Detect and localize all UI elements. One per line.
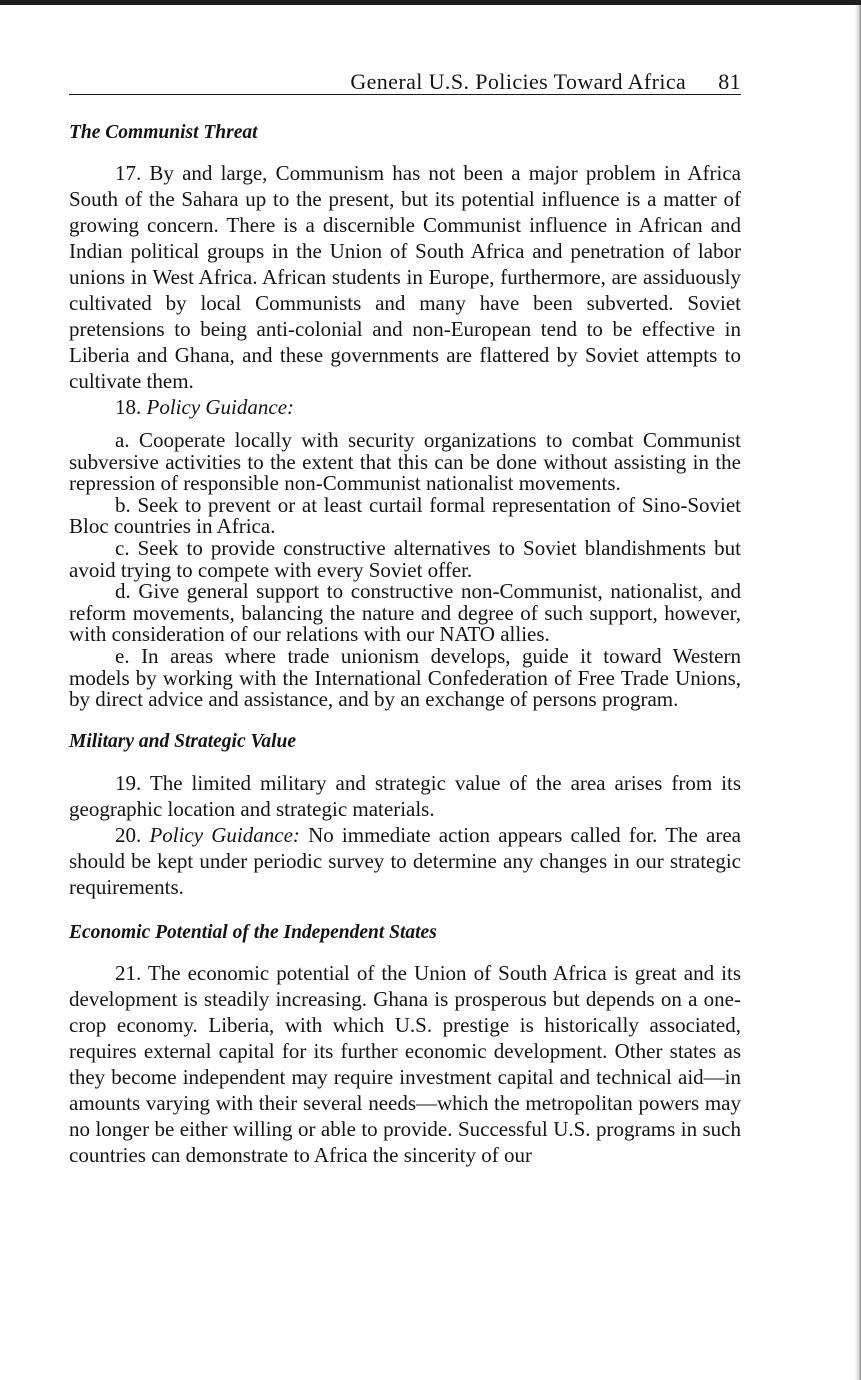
guidance-item-c: c. Seek to provide constructive alternatives to Soviet blandishments but avoid trying to compete with every Soviet offer.: [69, 535, 741, 582]
guidance-item-e: e. In areas where trade unionism develops, guide it toward Western models by working with the International Confederation of Free Trade Unions, by direct advice and assistance, and by an exchange of persons program.: [69, 643, 741, 712]
policy-guidance-label: Policy Guidance:: [146, 395, 295, 419]
paragraph-19: 19. The limited military and strategic value of the area arises from its geographic location and strategic materials.: [69, 770, 741, 821]
guidance-item-b: b. Seek to prevent or at least curtail formal representation of Sino-Soviet Bloc countries in Africa.: [69, 492, 741, 539]
page-number: 81: [718, 69, 741, 94]
paragraph-17: 17. By and large, Communism has not been a major problem in Africa South of the Sahara up to the present, but its potential influence is a matter of growing concern. There is a discernible Communist influence in African and Indian political groups in the Union of South Africa and penetration of labor unions in West Africa. African students in Europe, furthermore, are assiduously cultivated by local Communists and many have been subverted. Soviet pretensions to being anti-colonial and non-European tend to be effective in Liberia and Ghana, and these governments are flattered by Soviet attempts to cultivate them.: [69, 161, 741, 393]
paragraph-20-number: 20.: [115, 822, 142, 847]
paragraph-18: [69, 394, 741, 420]
policy-guidance-label: Policy Guidance:: [149, 822, 300, 847]
heading-economic-potential: Economic Potential of the Independent States: [69, 921, 437, 943]
heading-communist-threat: The Communist Threat: [69, 122, 258, 143]
heading-military-value: Military and Strategic Value: [69, 730, 296, 752]
paragraph-20-text: No immediate action appears called for. The area should be kept under periodic survey to determine any changes in our strategic requirements.: [69, 822, 741, 899]
page-body: [69, 60, 741, 1168]
top-page-edge: [0, 0, 861, 5]
paragraph-20: [69, 822, 741, 900]
guidance-item-d: d. Give general support to constructive non-Communist, nationalist, and reform movements, balancing the nature and degree of such support, however, with consideration of our relations with our NATO allies.: [69, 579, 741, 647]
running-head-title: General U.S. Policies Toward Africa: [350, 69, 687, 94]
guidance-item-a: a. Cooperate locally with security organizations to combat Communist subversive activities to the extent that this can be done without assisting in the repression of responsible non-Communist nationalist movements.: [69, 428, 741, 496]
right-page-edge: [855, 5, 861, 1380]
paragraph-18-number: 18.: [115, 395, 142, 419]
running-head: [69, 60, 741, 95]
paragraph-21: 21. The economic potential of the Union of South Africa is great and its development is steadily increasing. Ghana is prosperous but depends on a one-crop economy. Liberia, with which U.S. prestige is historically associated, requires external capital for its further economic development. Other states as they become independent may require investment capital and technical aid—in amounts varying with their several needs—which the metropolitan powers may no longer be either willing or able to provide. Successful U.S. programs in such countries can demonstrate to Africa the sincerity of our: [69, 960, 741, 1167]
